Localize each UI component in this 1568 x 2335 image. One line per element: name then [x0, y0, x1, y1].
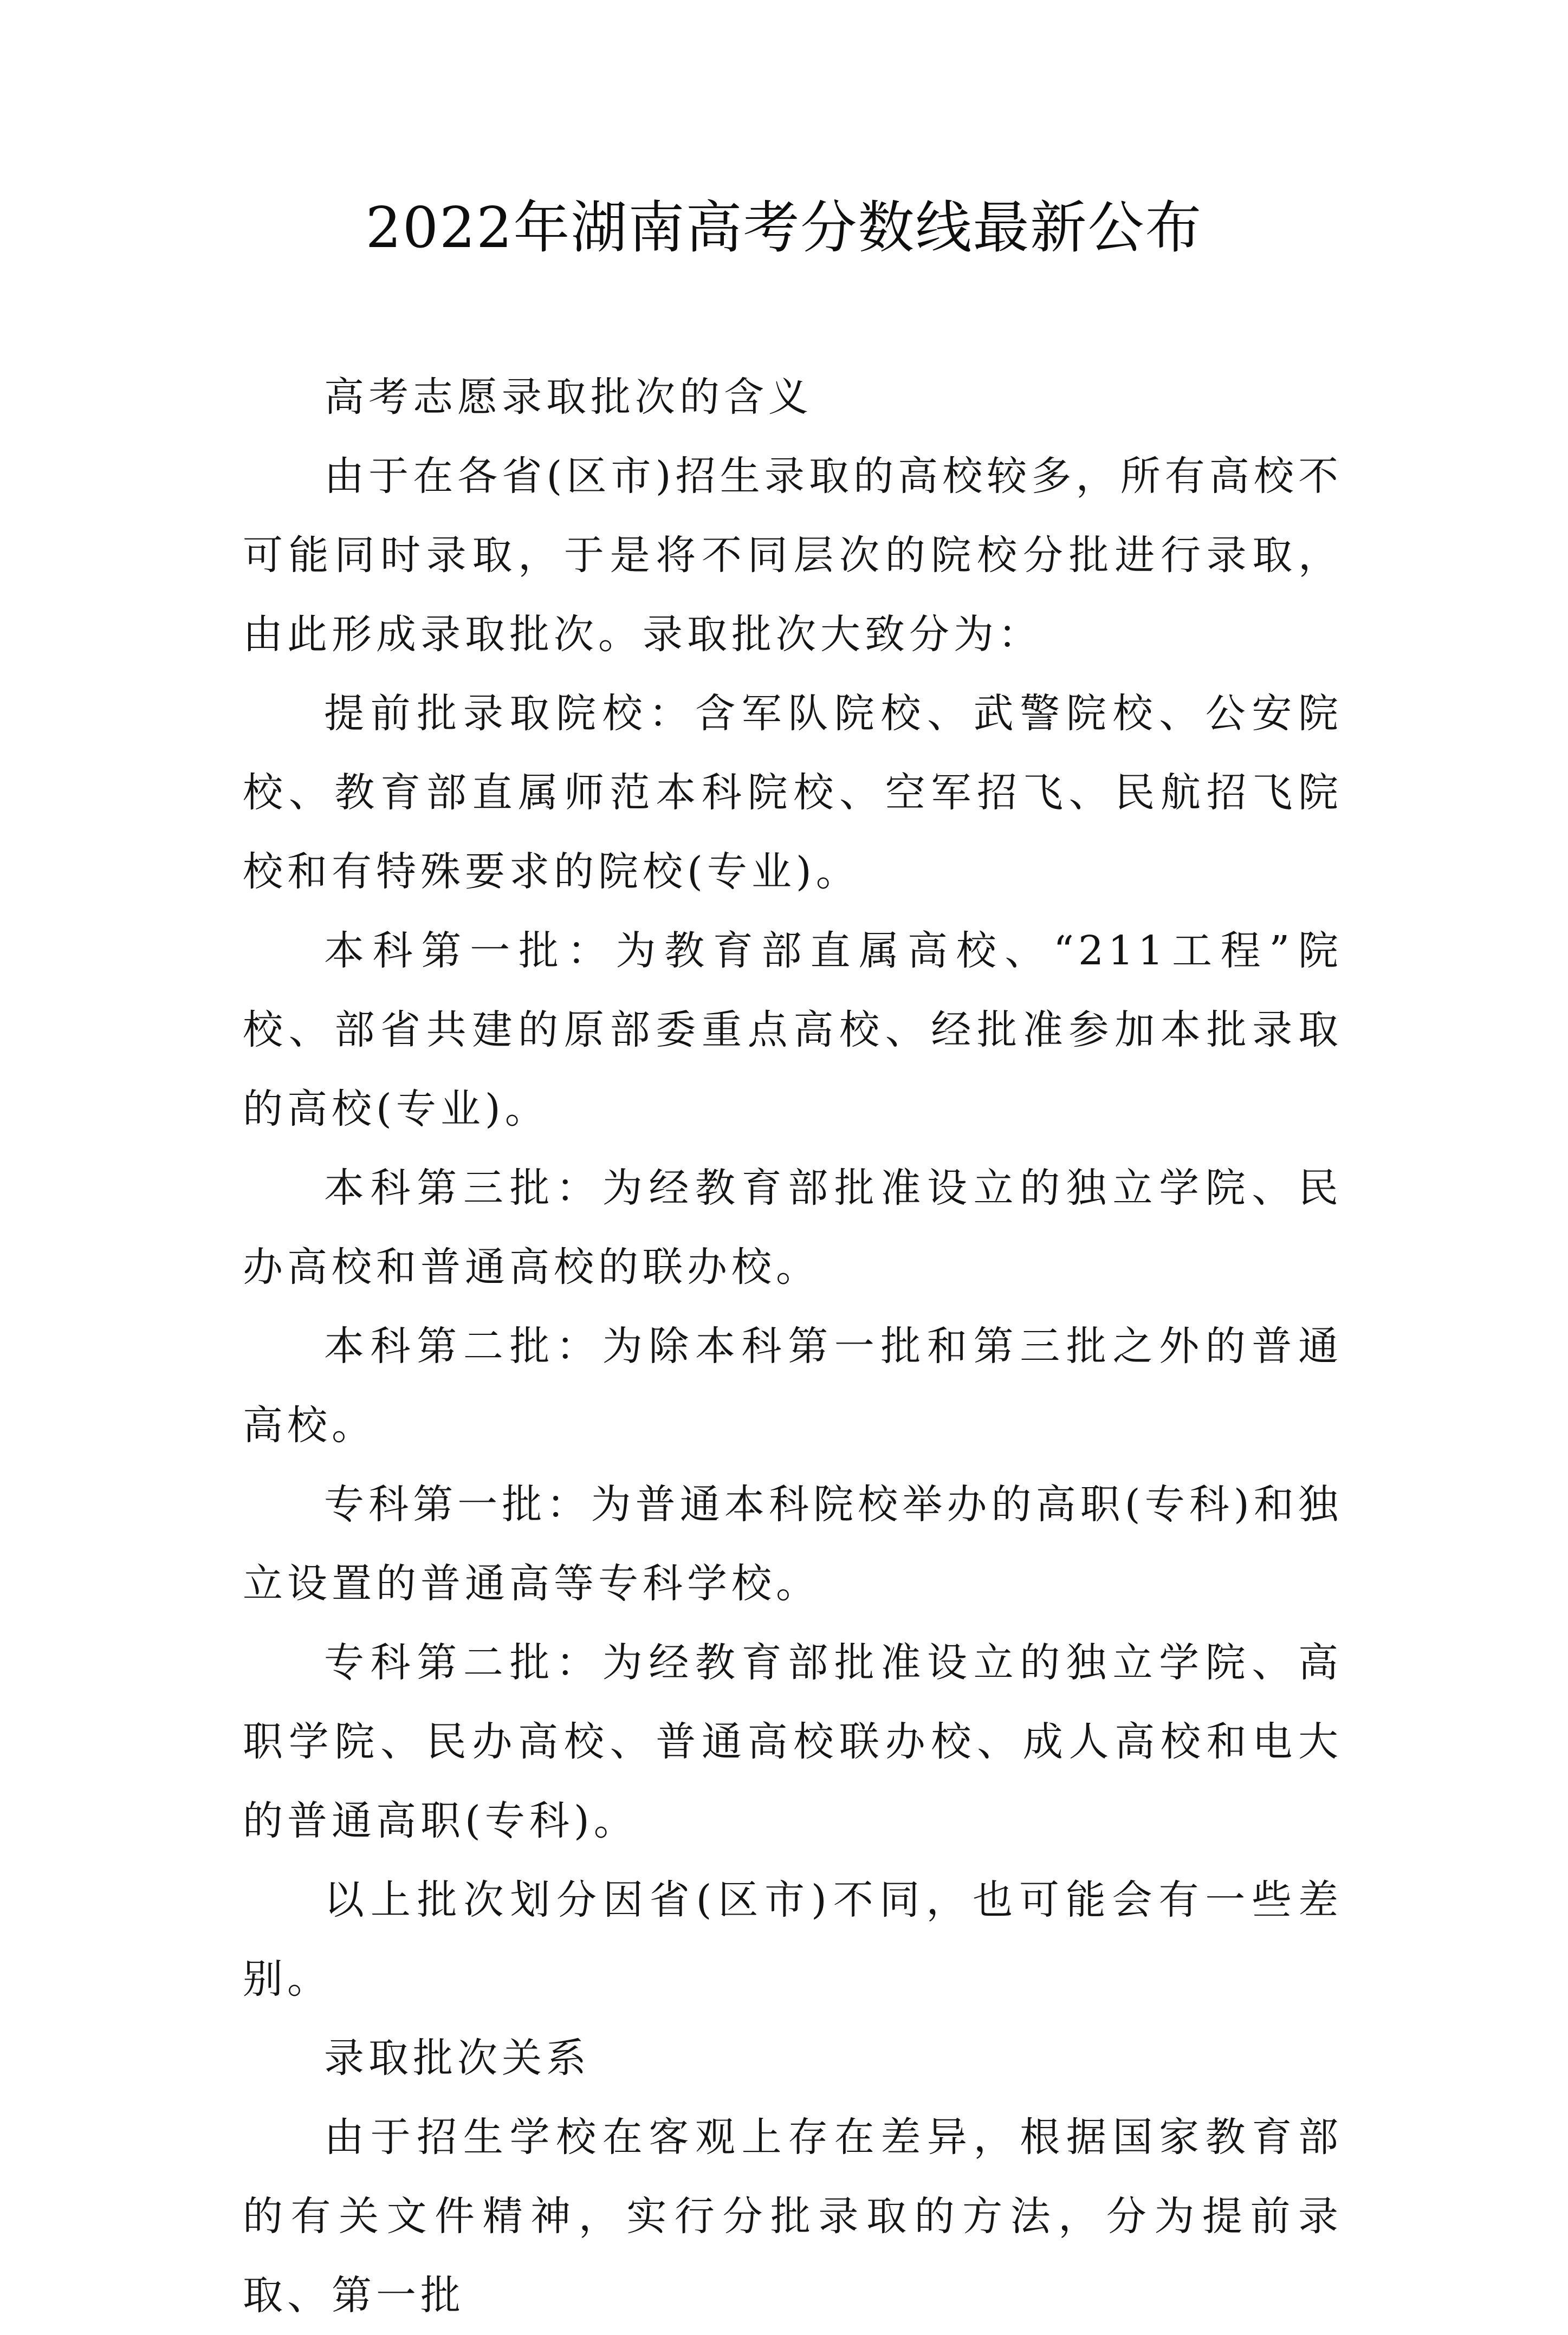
- paragraph-undergrad-second-batch: 本科第二批：为除本科第一批和第三批之外的普通高校。: [243, 1323, 1343, 1449]
- paragraph-batch-difference-note: 以上批次划分因省(区市)不同，也可能会有一些差别。: [243, 1877, 1343, 2002]
- paragraph-undergrad-third-batch: 本科第三批：为经教育部批准设立的独立学院、民办高校和普通高校的联办校。: [243, 1165, 1343, 1290]
- paragraph-batch-relation-intro: 由于招生学校在客观上存在差异，根据国家教育部的有关文件精神，实行分批录取的方法，分为提前录取、第一批: [243, 2114, 1343, 2319]
- document-body: [243, 358, 1343, 2335]
- paragraph-college-first-batch: 专科第一批：为普通本科院校举办的高职(专科)和独立设置的普通高等专科学校。: [243, 1481, 1343, 1607]
- document-title: 2022年湖南高考分数线最新公布: [365, 194, 1203, 261]
- paragraph-college-second-batch: 专科第二批：为经教育部批准设立的独立学院、高职学院、民办高校、普通高校联办校、成人高校和电大的普通高职(专科)。: [243, 1639, 1343, 1844]
- paragraph-early-batch: 提前批录取院校：含军队院校、武警院校、公安院校、教育部直属师范本科院校、空军招飞、民航招飞院校和有特殊要求的院校(专业)。: [243, 690, 1343, 895]
- paragraph-batch-intro: 由于在各省(区市)招生录取的高校较多，所有高校不可能同时录取，于是将不同层次的院校分批进行录取，由此形成录取批次。录取批次大致分为：: [243, 453, 1343, 658]
- section-heading-batch-meaning: 高考志愿录取批次的含义: [324, 374, 813, 420]
- section-heading-batch-relation: 录取批次关系: [324, 2035, 591, 2081]
- paragraph-undergrad-first-batch: 本科第一批：为教育部直属高校、“211工程”院校、部省共建的原部委重点高校、经批准参加本批录取的高校(专业)。: [243, 927, 1343, 1132]
